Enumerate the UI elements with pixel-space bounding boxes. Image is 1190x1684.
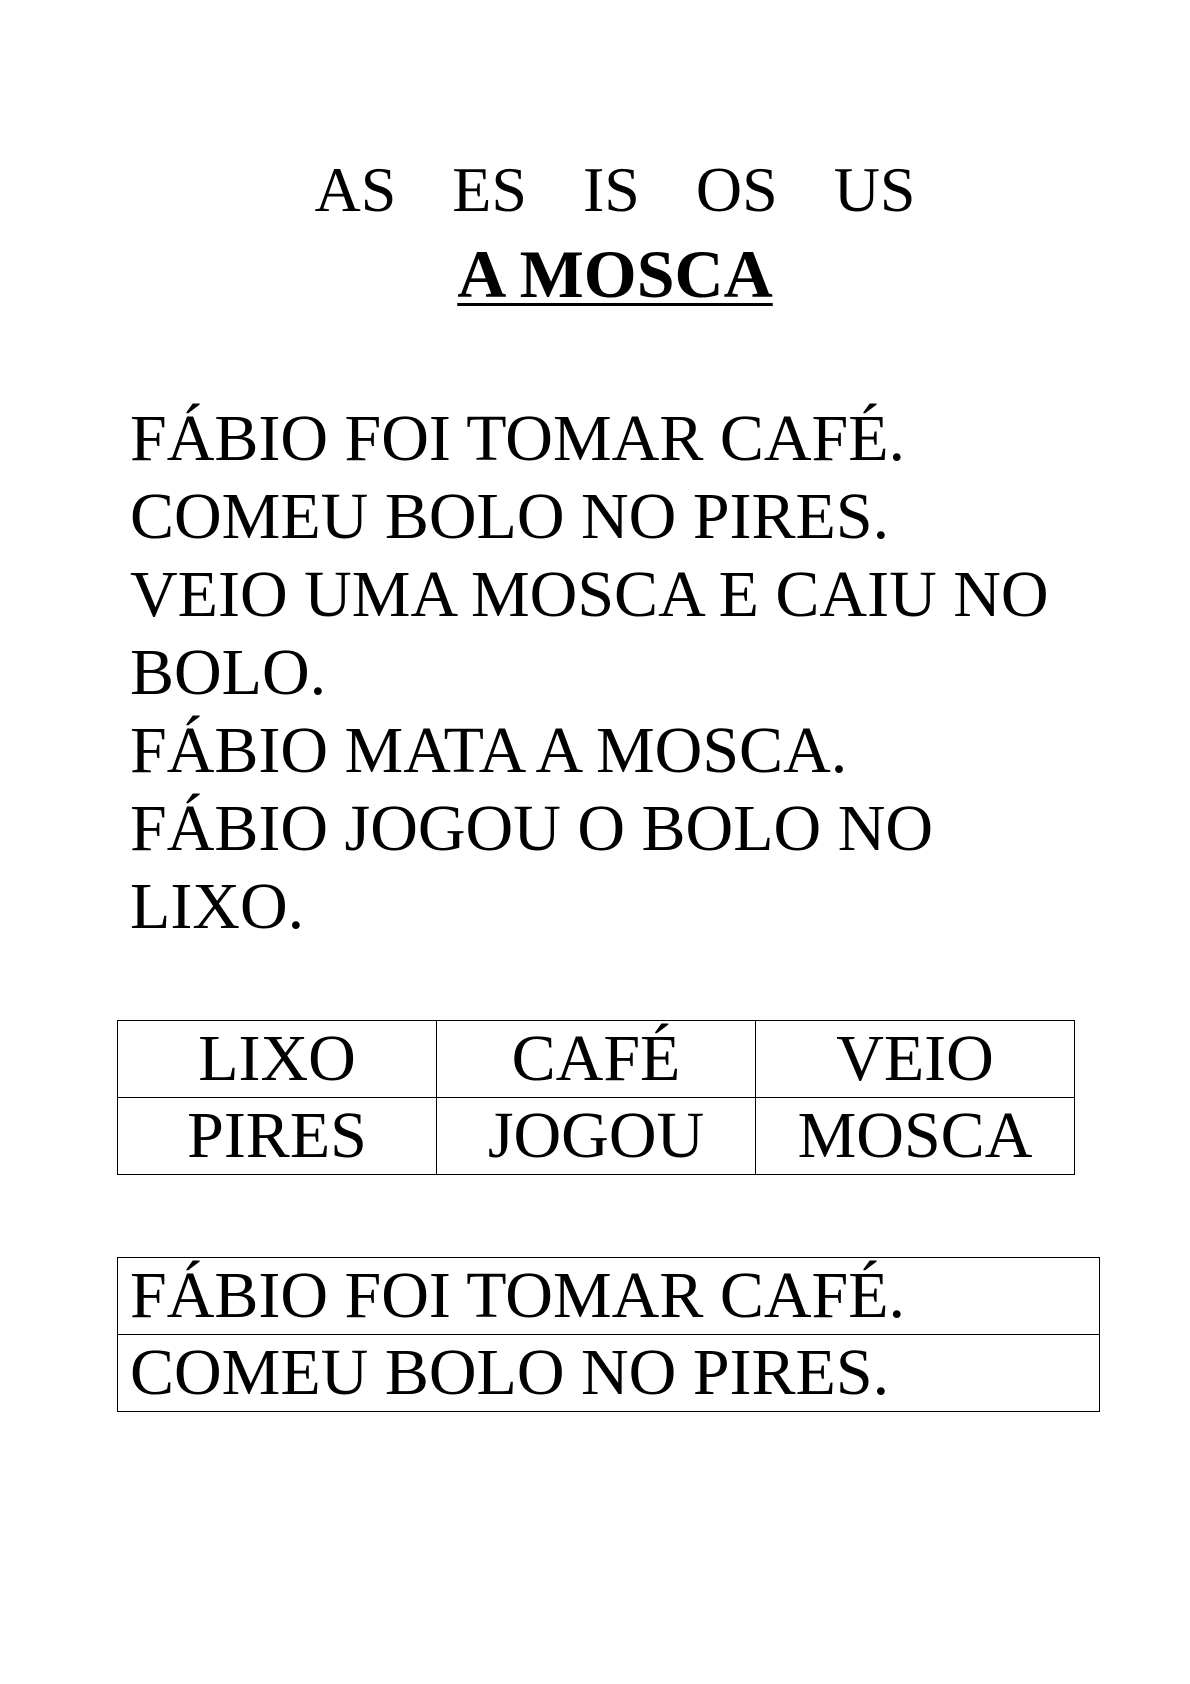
table-row — [118, 1335, 1100, 1412]
word-cell: LIXO — [118, 1021, 437, 1098]
word-table — [117, 1020, 1075, 1175]
story-line: BOLO. — [130, 636, 327, 709]
title-text: A MOSCA — [457, 236, 773, 312]
story-line: FÁBIO JOGOU O BOLO NO — [130, 792, 934, 865]
story-line: FÁBIO FOI TOMAR CAFÉ. — [130, 402, 906, 475]
table-row — [118, 1098, 1075, 1175]
sentence-cell: COMEU BOLO NO PIRES. — [118, 1335, 1100, 1412]
story-line: FÁBIO MATA A MOSCA. — [130, 714, 848, 787]
word-cell: MOSCA — [756, 1098, 1075, 1175]
word-cell: PIRES — [118, 1098, 437, 1175]
sentence-cell: FÁBIO FOI TOMAR CAFÉ. — [118, 1258, 1100, 1335]
story-line: VEIO UMA MOSCA E CAIU NO — [130, 558, 1049, 631]
table-row — [118, 1021, 1075, 1098]
word-cell: VEIO — [756, 1021, 1075, 1098]
syllables-heading: AS ES IS OS US — [314, 154, 916, 225]
word-cell: CAFÉ — [437, 1021, 756, 1098]
page-title — [0, 232, 1190, 316]
story-text — [130, 400, 1130, 946]
word-cell: JOGOU — [437, 1098, 756, 1175]
story-line: COMEU BOLO NO PIRES. — [130, 480, 890, 553]
sentence-table — [117, 1257, 1100, 1412]
table-row — [118, 1258, 1100, 1335]
story-line: LIXO. — [130, 870, 305, 943]
